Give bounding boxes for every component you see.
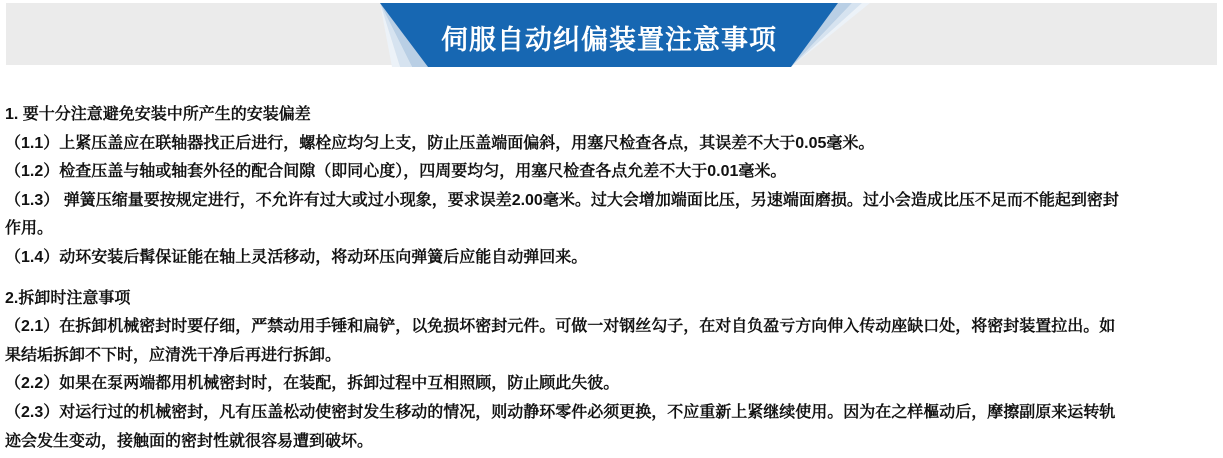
section-gap	[5, 273, 1219, 285]
text-line-2-1: （2.1）在拆卸机械密封时要仔细，严禁动用手锤和扁铲，以免损坏密封元件。可做一对钢丝勾子，在对自负盈亏方向伸入传动座缺口处，将密封装置拉出。如	[5, 318, 1116, 336]
title-banner	[0, 0, 1223, 70]
section-2-heading: 2.拆卸时注意事项	[5, 289, 131, 307]
notice-text-block	[0, 101, 1223, 456]
text-line-2-3: （2.3）对运行过的机械密封，凡有压盖松动使密封发生移动的情况，则动静环零件必须更换，不应重新上紧继续使用。因为在之样樞动后，摩擦副原来运转轨	[5, 403, 1116, 421]
text-line-1-3: （1.3） 弹簧压缩量要按规定进行，不允许有过大或过小现象，要求误差2.00毫米。过大会增加端面比压，另速端面磨损。过小会造成比压不足而不能起到密封	[5, 191, 1119, 209]
text-line-2-2: （2.2）如果在泵两端都用机械密封时，在装配，拆卸过程中互相照顾，防止顾此失彼。	[5, 375, 620, 393]
text-line-2-3-wrap: 迹会发生变动，接触面的密封性就很容易遭到破坏。	[5, 432, 374, 450]
text-line-2-1-wrap: 果结垢拆卸不下时，应清洗干净后再进行拆卸。	[5, 346, 342, 364]
page-title: 伺服自动纠偏装置注意事项	[441, 25, 777, 55]
text-line-1-1: （1.1）上紧压盖应在联轴器找正后进行，螺栓应均匀上支，防止压盖端面偏斜，用塞尺检查各点，其误差不大于0.05毫米。	[5, 134, 875, 152]
text-line-1-2: （1.2）检查压盖与轴或轴套外径的配合间隙（即同心度），四周要均匀，用塞尺检查各点允差不大于0.01毫米。	[5, 163, 787, 181]
text-line-1-3-wrap: 作用。	[5, 220, 54, 238]
section-1-heading: 1. 要十分注意避免安装中所产生的安装偏差	[5, 106, 311, 123]
text-line-1-4: （1.4）动环安装后髯保证能在轴上灵活移动，将动环压向弹簧后应能自动弹回来。	[5, 248, 588, 266]
